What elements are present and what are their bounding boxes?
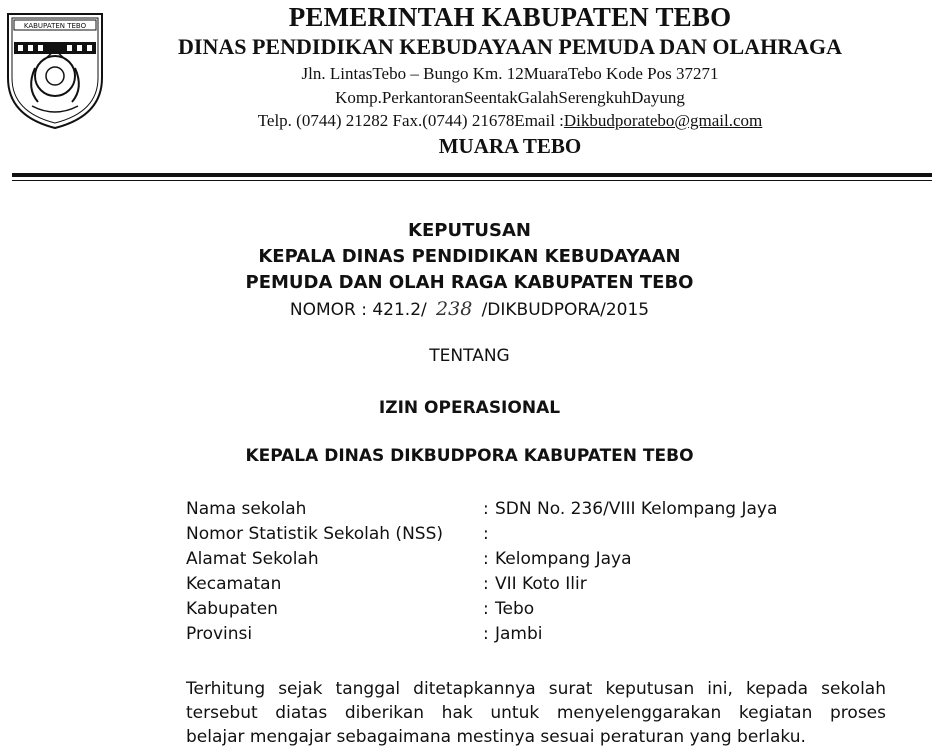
- detail-colon: :: [483, 549, 489, 569]
- detail-colon: :: [483, 524, 489, 544]
- detail-colon: :: [483, 599, 489, 619]
- letterhead-address: Jln. LintasTebo – Bungo Km. 12MuaraTebo Kode Pos 37271: [301, 64, 719, 83]
- letterhead-title: PEMERINTAH KABUPATEN TEBO: [288, 2, 732, 32]
- detail-row: [186, 624, 886, 649]
- letterhead-complex: Komp.PerkantoranSeentakGalahSerengkuhDayung: [335, 88, 685, 107]
- detail-row: [186, 574, 886, 599]
- paragraph-line: tersebut diatas diberikan hak untuk menyelenggarakan kegiatan proses: [186, 703, 886, 723]
- decree-number-suffix: /DIKBUDPORA/2015: [481, 300, 650, 320]
- detail-colon: :: [483, 624, 489, 644]
- decree-authority-line1: KEPALA DINAS PENDIDIKAN KEBUDAYAAN: [258, 246, 681, 267]
- decree-heading: KEPUTUSAN: [408, 220, 531, 241]
- decree-number: [0, 298, 939, 320]
- paragraph-line: belajar mengajar sebagaimana mestinya sesuai peraturan yang berlaku.: [186, 727, 806, 747]
- letterhead-department: DINAS PENDIDIKAN KEBUDAYAAN PEMUDA DAN OLAHRAGA: [178, 34, 842, 59]
- letterhead-contact-prefix: Telp. (0744) 21282 Fax.(0744) 21678Email :: [257, 111, 564, 130]
- detail-value: Kelompang Jaya: [495, 549, 632, 569]
- letterhead-rule-thin: [12, 180, 932, 181]
- detail-row: [186, 599, 886, 624]
- decree-authority-line2: PEMUDA DAN OLAH RAGA KABUPATEN TEBO: [245, 272, 694, 293]
- decree-paragraph: [186, 677, 886, 749]
- detail-label: Nomor Statistik Sekolah (NSS): [186, 524, 444, 544]
- detail-value: Jambi: [495, 624, 543, 644]
- detail-label: Provinsi: [186, 624, 253, 644]
- detail-value: SDN No. 236/VIII Kelompang Jaya: [495, 499, 778, 519]
- paragraph-line: Terhitung sejak tanggal ditetapkannya surat keputusan ini, kepada sekolah: [186, 679, 886, 699]
- letterhead-rule-thick: [12, 173, 932, 177]
- school-details: [186, 499, 886, 649]
- decree-number-prefix: NOMOR : 421.2/: [289, 300, 427, 320]
- detail-colon: :: [483, 499, 489, 519]
- detail-label: Alamat Sekolah: [186, 549, 319, 569]
- detail-value: VII Koto Ilir: [495, 574, 587, 594]
- decree-number-handwritten: 238: [436, 298, 473, 320]
- decree-subject: IZIN OPERASIONAL: [378, 398, 561, 418]
- detail-colon: :: [483, 574, 489, 594]
- detail-row: [186, 524, 886, 549]
- detail-label: Kabupaten: [186, 599, 278, 619]
- letterhead-city: MUARA TEBO: [438, 134, 582, 158]
- letterhead-email: Dikbudporatebo@gmail.com: [563, 111, 763, 130]
- detail-value: Tebo: [495, 599, 535, 619]
- detail-row: [186, 549, 886, 574]
- detail-label: Kecamatan: [186, 574, 282, 594]
- letterhead-contact: [110, 111, 910, 131]
- decree-about: TENTANG: [429, 346, 510, 366]
- kabupaten-tebo-logo: [4, 8, 106, 132]
- detail-label: Nama sekolah: [186, 499, 307, 519]
- svg-text:KABUPATEN TEBO: KABUPATEN TEBO: [23, 22, 87, 30]
- decree-issuer: KEPALA DINAS DIKBUDPORA KABUPATEN TEBO: [245, 446, 694, 466]
- detail-row: [186, 499, 886, 524]
